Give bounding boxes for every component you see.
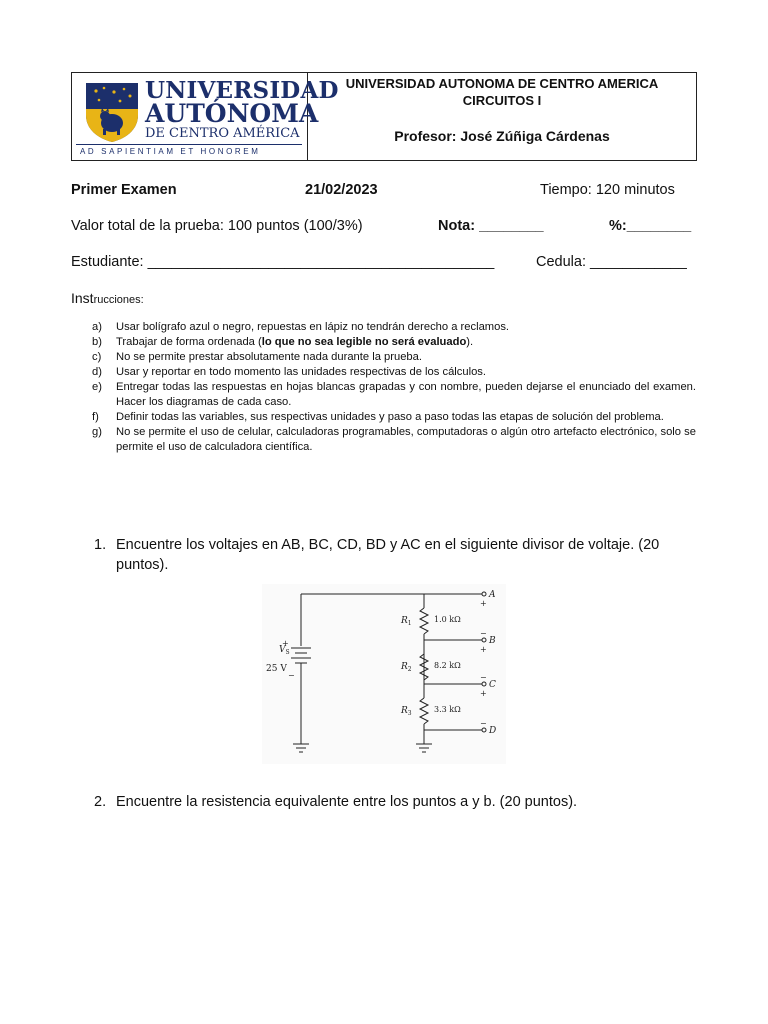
motto-divider [76,144,302,145]
instructions-title-small: rucciones: [93,294,144,306]
question-text: Encuentre los voltajes en AB, BC, CD, BD y AC en el siguiente divisor de voltaje. (20 puntos). [116,537,660,573]
university-title: UNIVERSIDAD AUTONOMA DE CENTRO AMERICA [345,76,659,91]
student-field[interactable]: Estudiante: ___________________________________________ [71,254,495,270]
node-a-label: A [489,590,496,600]
r2-label-r: R [401,662,408,672]
node-c-plus: + [480,689,487,698]
list-item-label: c) [92,351,102,363]
node-b-label: B [489,636,496,646]
r3-label-sub: 3 [407,710,412,717]
percent-field[interactable]: %:________ [609,218,692,234]
grade-field[interactable]: Nota: ________ [438,218,544,234]
source-minus: − [288,671,295,680]
list-item [92,380,696,410]
question-1 [94,535,704,575]
list-item-label: e) [92,381,102,393]
node-c-label: C [489,680,496,690]
voltage-divider-circuit [262,584,506,764]
list-item [92,350,696,365]
node-d-label: D [489,726,497,736]
list-item-text: No se permite prestar absolutamente nada durante la prueba. [116,351,422,363]
instructions-title [71,290,144,306]
shield-icon [84,81,140,143]
list-item-label: d) [92,366,102,378]
header-text [308,73,696,160]
source-plus: + [282,639,289,648]
university-logo [72,73,339,160]
list-item-text: No se permite el uso de celular, calculadoras programables, computadoras o algún otro artefacto electrónico, solo se permite el uso de calculadora científica. [116,426,696,453]
logo-line-2: AUTÓNOMA [145,99,319,128]
list-item-text: Entregar todas las respuestas en hojas blancas grapadas y con nombre, pueden dejarse el enunciado del examen. Hacer los diagramas de cada caso. [116,381,696,408]
logo-line-3: DE CENTRO AMÉRICA [145,126,300,141]
r3-label [400,706,412,717]
list-item-text: Usar bolígrafo azul o negro, repuestas en lápiz no tendrán derecho a reclamos. [116,321,510,333]
node-a-plus: + [480,599,487,608]
node-b-minus: − [480,629,487,638]
logo-motto: AD SAPIENTIAM ET HONOREM [80,147,261,156]
list-item-text: Definir todas las variables, sus respectivas unidades y paso a paso todas las etapas de solución del problema. [116,411,664,423]
list-item [92,425,696,455]
list-item [92,410,696,425]
exam-total-value: Valor total de la prueba: 100 puntos (100/3%) [71,218,363,234]
exam-time: Tiempo: 120 minutos [540,182,675,198]
r3-label-r: R [401,706,408,716]
exam-date: 21/02/2023 [305,182,378,198]
r1-label-r: R [401,616,408,626]
logo-line-1: UNIVERSIDAD [145,77,339,104]
r2-label-sub: 2 [407,666,412,673]
question-number: 1. [94,537,107,553]
r1-value: 1.0 kΩ [434,615,461,624]
list-item-text: Usar y reportar en todo momento las unidades respectivas de los cálculos. [116,366,486,378]
node-b-plus: + [480,645,487,654]
node-c-minus: − [480,673,487,682]
header-box [71,72,697,161]
source-label-v: V [279,645,286,655]
r1-label [400,616,412,627]
question-2 [94,792,704,812]
instructions-list [92,320,696,455]
source-label-sub: S [285,649,290,656]
list-item [92,335,696,350]
question-text: Encuentre la resistencia equivalente entre los puntos a y b. (20 puntos). [116,794,578,810]
list-item-label: g) [92,426,102,438]
list-item-emphasis: lo que no sea legible no será evaluado [261,336,467,348]
list-item [92,365,696,380]
id-field[interactable]: Cedula: ____________ [536,254,687,270]
r3-value: 3.3 kΩ [434,705,461,714]
source-value: 25 V [266,664,287,674]
question-number: 2. [94,794,107,810]
list-item-text: Trabajar de forma ordenada ( [116,336,262,348]
professor-name: Profesor: José Zúñiga Cárdenas [394,128,610,144]
list-item-label: a) [92,321,102,333]
list-item-label: f) [92,411,99,423]
r2-label [400,662,412,673]
list-item-label: b) [92,336,102,348]
r1-label-sub: 1 [407,620,412,627]
node-d-minus: − [480,719,487,728]
list-item [92,320,696,335]
exam-name: Primer Examen [71,182,177,198]
r2-value: 8.2 kΩ [434,661,461,670]
instructions-title-big: Inst [71,290,94,306]
course-title: CIRCUITOS I [462,93,542,108]
list-item-text-end: ). [466,336,474,348]
